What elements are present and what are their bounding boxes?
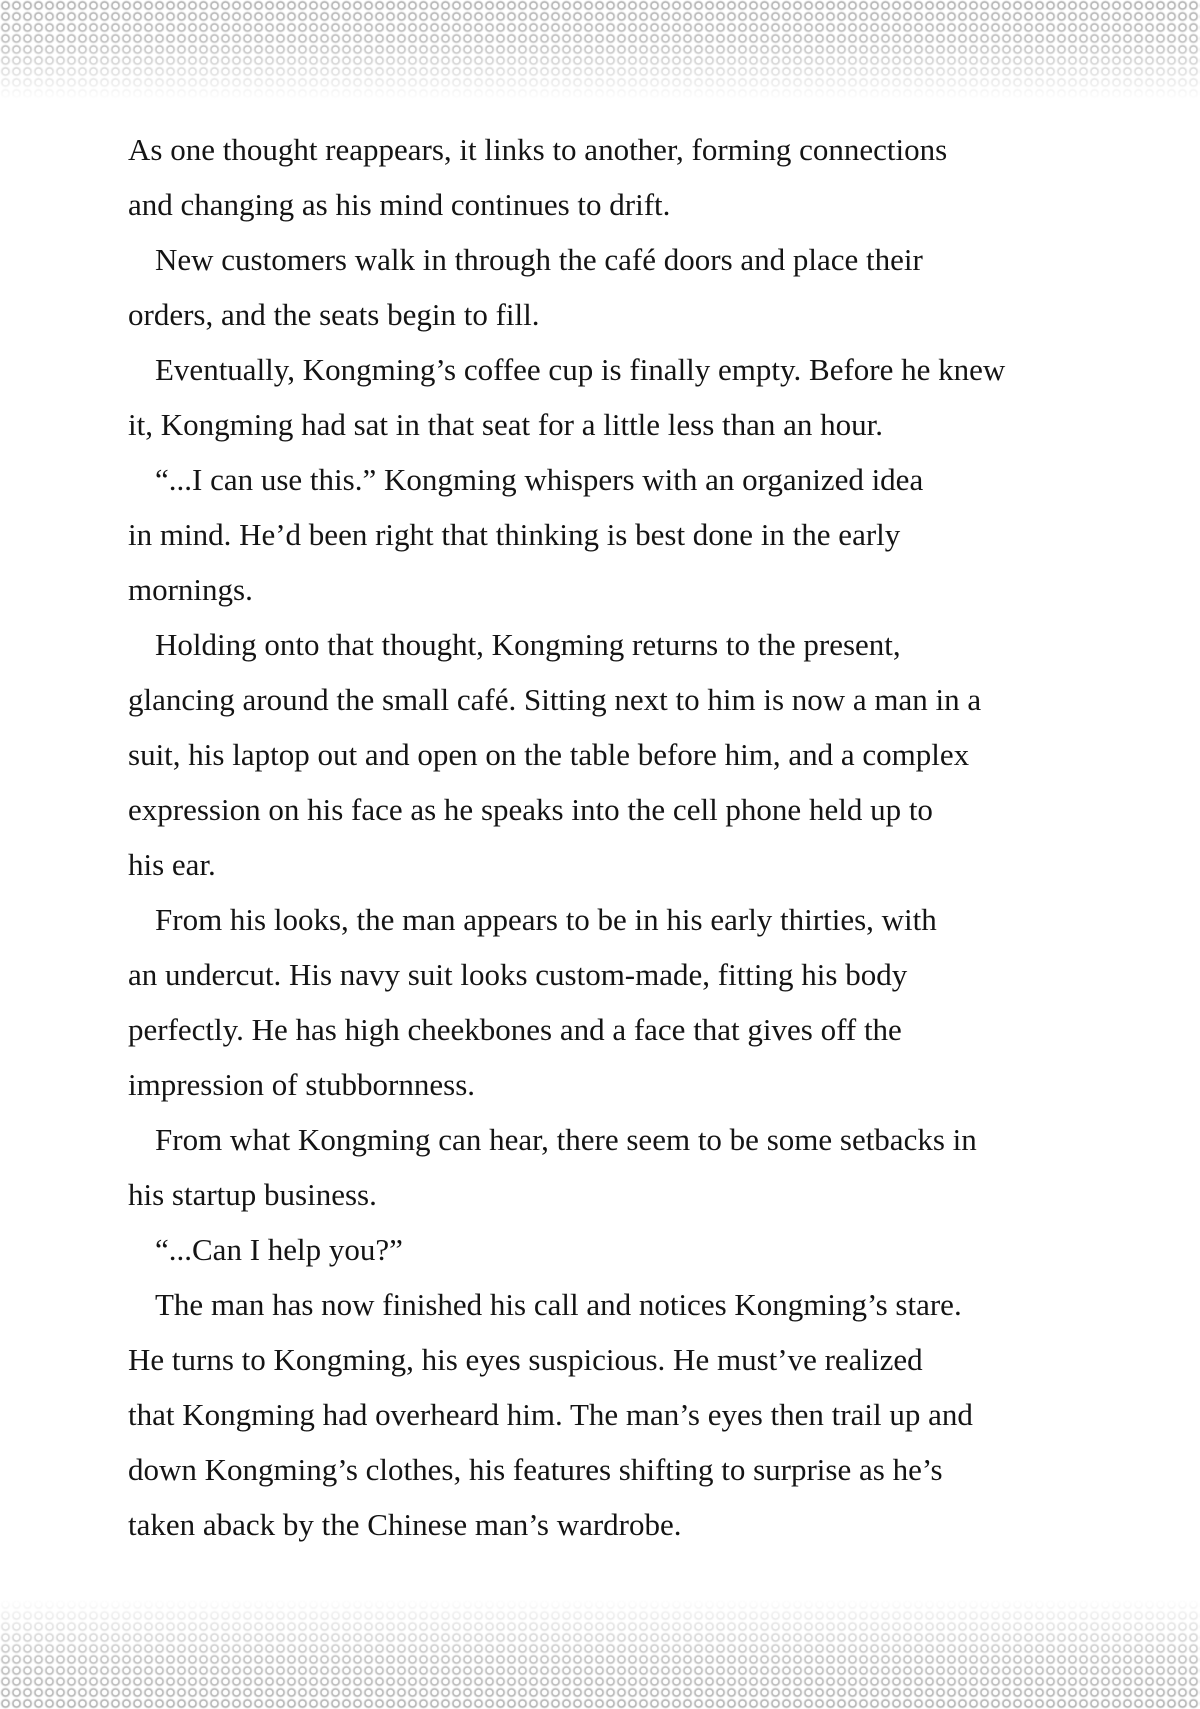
text-line: As one thought reappears, it links to another, forming connections	[128, 132, 948, 167]
paragraph-start-line: From his looks, the man appears to be in his early thirties, with	[155, 902, 937, 937]
text-line: an undercut. His navy suit looks custom-made, fitting his body	[128, 957, 908, 992]
text-line: suit, his laptop out and open on the table before him, and a complex	[128, 737, 970, 772]
bottom-decorative-border	[0, 1599, 1200, 1709]
text-line: in mind. He’d been right that thinking is best done in the early	[128, 517, 901, 552]
text-line: down Kongming’s clothes, his features shifting to surprise as he’s	[128, 1452, 943, 1487]
text-line: his startup business.	[128, 1177, 377, 1212]
paragraph-start-line: New customers walk in through the café doors and place their	[155, 242, 923, 277]
text-line: mornings.	[128, 572, 253, 607]
text-line: it, Kongming had sat in that seat for a little less than an hour.	[128, 407, 884, 442]
paragraph-start-line: From what Kongming can hear, there seem to be some setbacks in	[155, 1122, 977, 1157]
text-line: perfectly. He has high cheekbones and a face that gives off the	[128, 1012, 902, 1047]
text-line: and changing as his mind continues to drift.	[128, 187, 671, 222]
text-line: expression on his face as he speaks into the cell phone held up to	[128, 792, 933, 827]
top-decorative-border	[0, 0, 1200, 100]
text-line: He turns to Kongming, his eyes suspicious. He must’ve realized	[128, 1342, 923, 1377]
paragraph-start-line: Eventually, Kongming’s coffee cup is finally empty. Before he knew	[155, 352, 1006, 387]
text-line: that Kongming had overheard him. The man’s eyes then trail up and	[128, 1397, 973, 1432]
text-line: his ear.	[128, 847, 216, 882]
text-line: orders, and the seats begin to fill.	[128, 297, 540, 332]
text-line: glancing around the small café. Sitting next to him is now a man in a	[128, 682, 982, 717]
text-line: taken aback by the Chinese man’s wardrobe.	[128, 1507, 682, 1542]
page-body-text	[128, 122, 1103, 1552]
paragraph-start-line: The man has now finished his call and notices Kongming’s stare.	[155, 1287, 962, 1322]
paragraph-start-line: “...Can I help you?”	[155, 1232, 403, 1267]
paragraph-start-line: “...I can use this.” Kongming whispers with an organized idea	[155, 462, 924, 497]
text-line: impression of stubbornness.	[128, 1067, 476, 1102]
paragraph-start-line: Holding onto that thought, Kongming returns to the present,	[155, 627, 901, 662]
